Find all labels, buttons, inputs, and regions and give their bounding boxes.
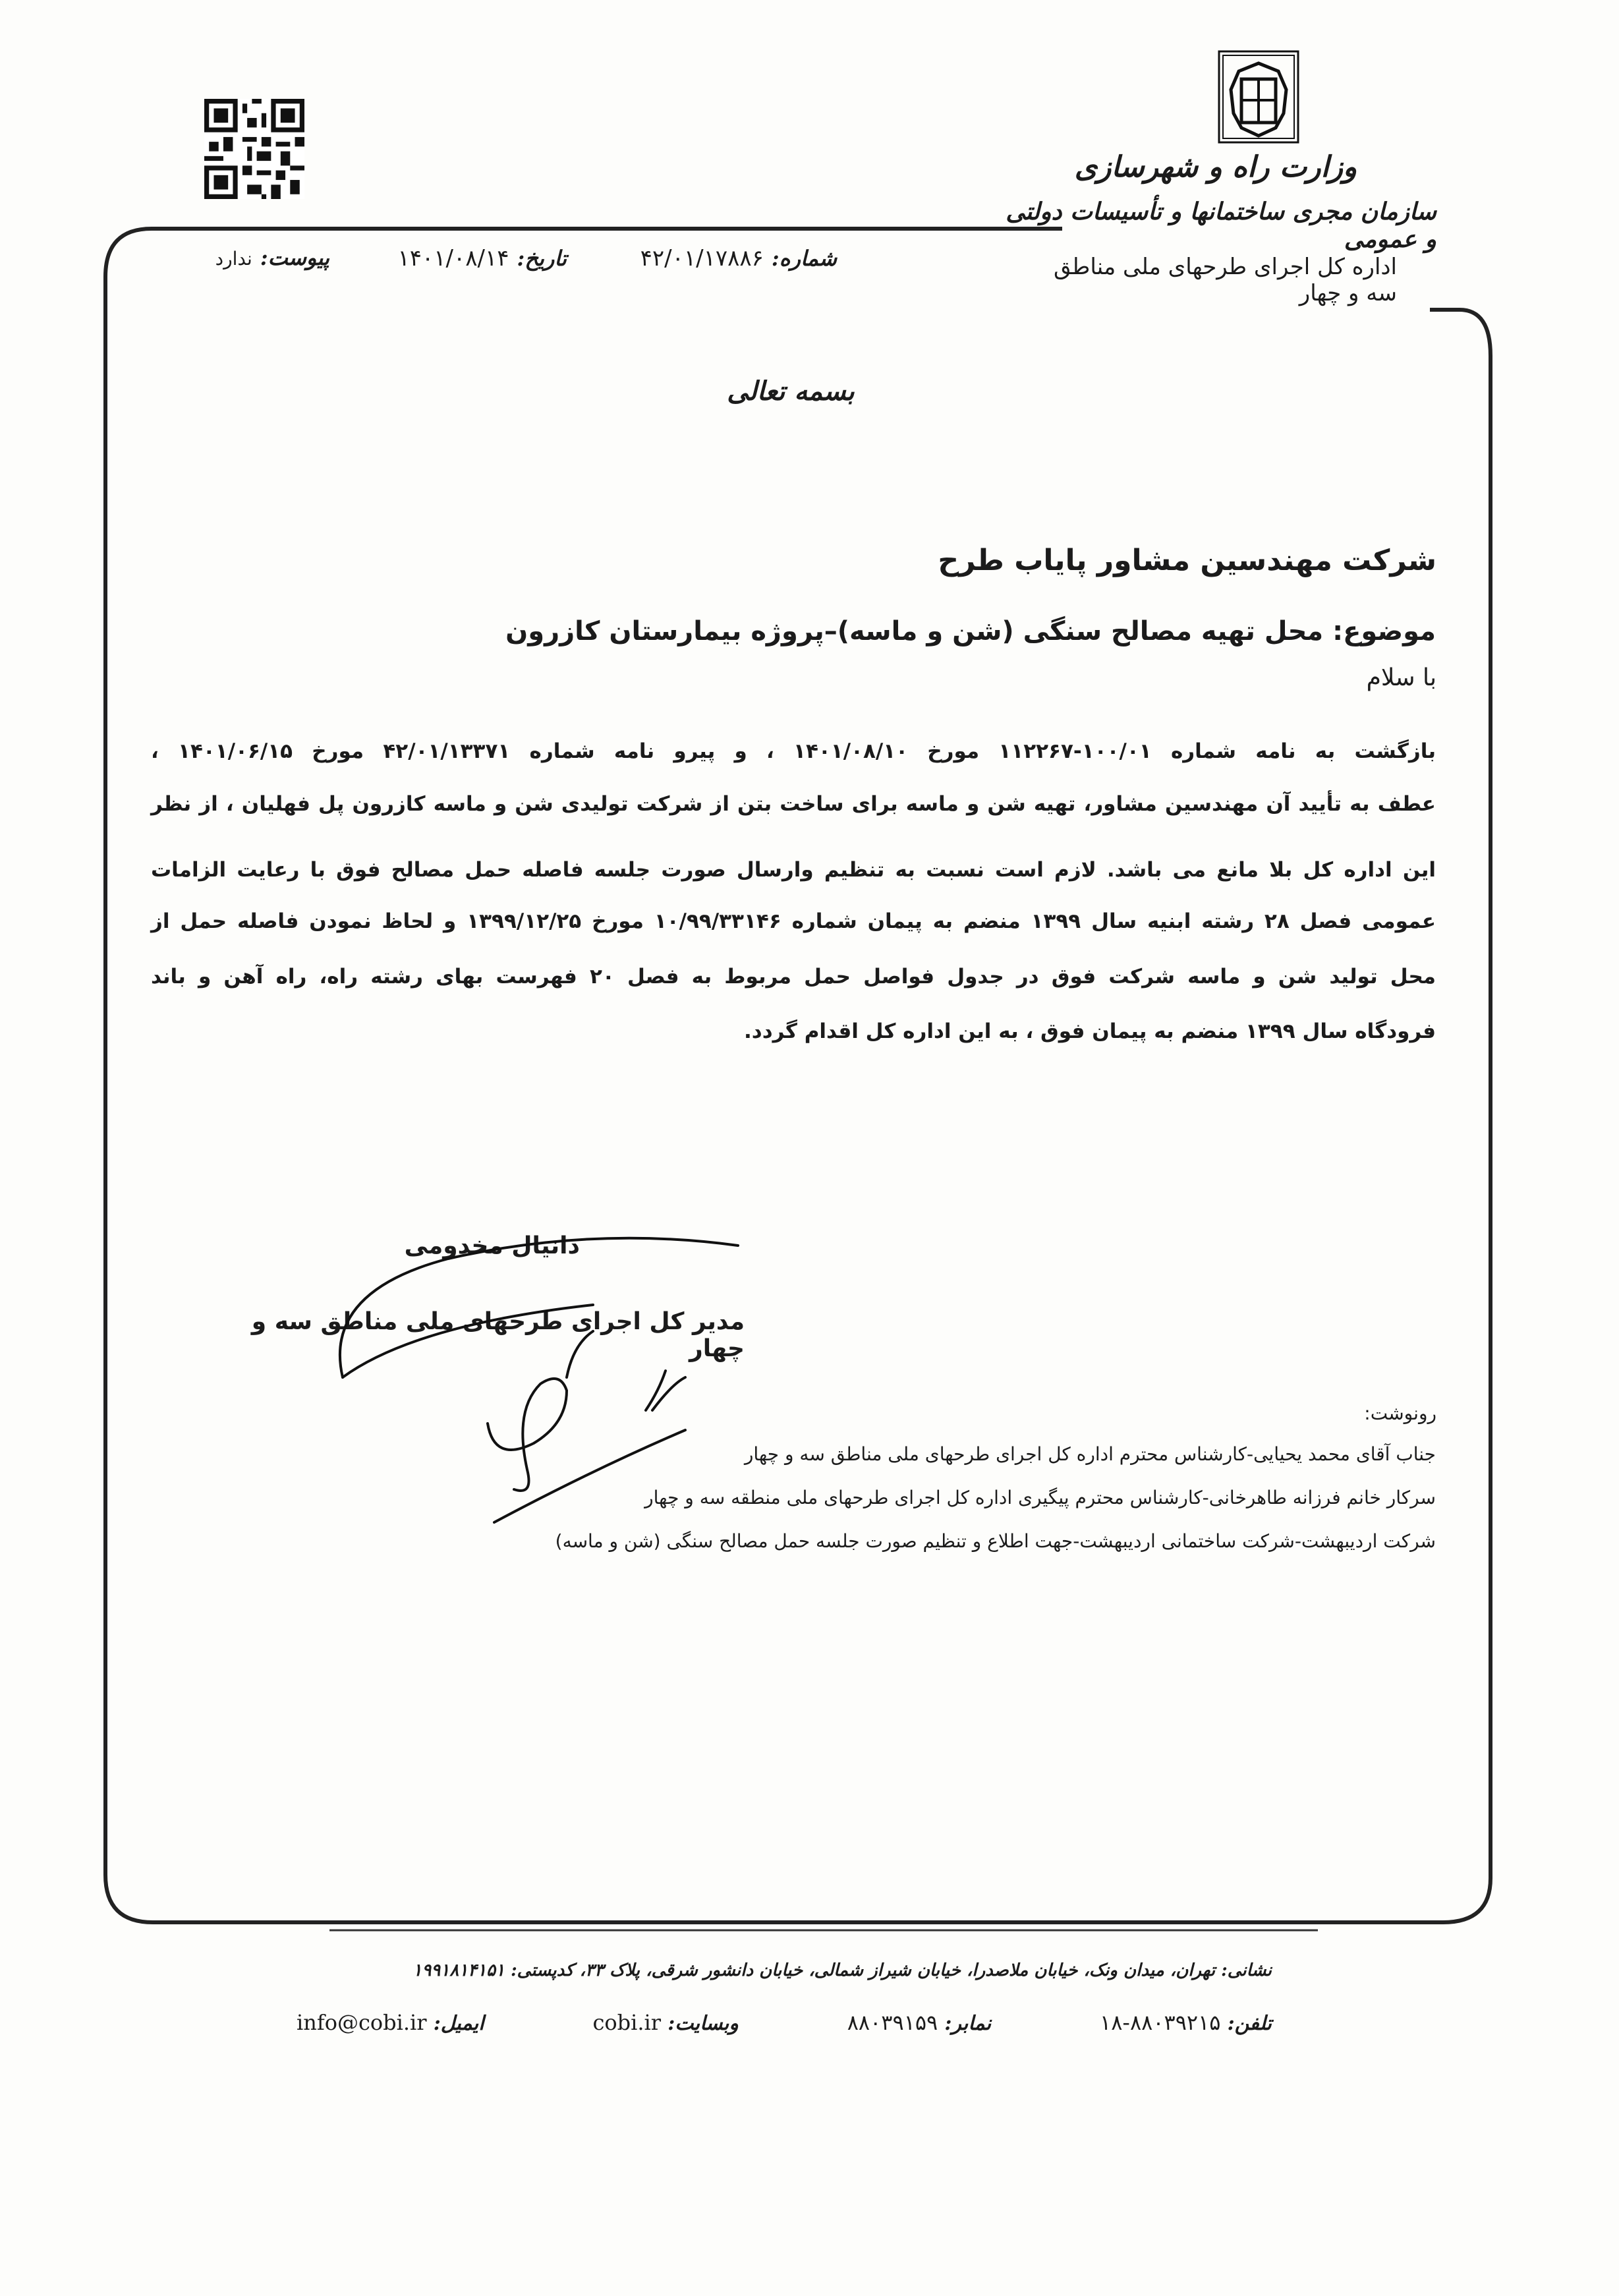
- letter-date-label: تاریخ:: [517, 246, 567, 271]
- letter-number: [619, 245, 837, 272]
- ministry-name: وزارت راه و شهرسازی: [1074, 150, 1357, 184]
- attachment-value: ندارد: [215, 248, 252, 270]
- phone: [1100, 2010, 1272, 2035]
- body-line: محل تولید شن و ماسه شرکت فوق در جدول فواصل حمل مربوط به فصل ۲۰ فهرست بهای رشته راه، راه آهن و باند: [151, 965, 1436, 989]
- organization-name: سازمان مجری ساختمانها و تأسیسات دولتی و عمومی: [1006, 198, 1436, 253]
- signer-title: مدیر کل اجرای طرحهای ملی مناطق سه و چهار: [251, 1308, 745, 1362]
- website: [592, 2010, 738, 2035]
- fax-value: ۸۸۰۳۹۱۵۹: [847, 2010, 938, 2035]
- cc-line: جناب آقای محمد یحیایی-کارشناس محترم اداره کل اجرای طرحهای ملی مناطق سه و چهار: [744, 1443, 1436, 1465]
- letter-date: [343, 245, 567, 272]
- body-line: عمومی فصل ۲۸ رشته ابنیه سال ۱۳۹۹ منضم به پیمان شماره ۱۰/۹۹/۳۳۱۴۶ مورخ ۱۳۹۹/۱۲/۲۵ و لحاظ نمودن فاصله حمل از: [151, 909, 1436, 933]
- footer-contact: [297, 2010, 1272, 2035]
- phone-label: تلفن:: [1227, 2012, 1272, 2035]
- body-line: فرودگاه سال ۱۳۹۹ منضم به پیمان فوق ، به این اداره کل اقدام گردد.: [744, 1019, 1436, 1043]
- qr-code: [204, 99, 304, 199]
- fax-label: نمابر:: [944, 2012, 992, 2035]
- website-link[interactable]: cobi.ir: [592, 2010, 662, 2035]
- attachment-label: پیوست:: [260, 245, 329, 270]
- letter-number-label: شماره:: [771, 246, 837, 271]
- invocation: بسمه تعالی: [727, 376, 855, 407]
- phone-value: ۸۸۰۳۹۲۱۵-۱۸: [1100, 2010, 1221, 2035]
- body-line: این اداره کل بلا مانع می باشد. لازم است نسبت به تنظیم وارسال صورت جلسه فاصله حمل مصالح فوق با رعایت الزامات: [151, 858, 1436, 882]
- footer-address: نشانی: تهران، میدان ونک، خیابان ملاصدرا، خیابان شیراز شمالی، خیابان دانشور شرقی، پلاک ۳۳، کدپستی: ۱۹۹۱۸۱۴۱۵۱: [412, 1961, 1272, 1980]
- body-line: بازگشت به نامه شماره ۱۰۰/۰۱-۱۱۲۲۶۷ مورخ ۱۴۰۱/۰۸/۱۰ ، و پیرو نامه شماره ۴۲/۰۱/۱۳۳۷۱ مورخ ۱۴۰۱/۰۶/۱۵ ،: [151, 739, 1436, 763]
- fax: [847, 2010, 991, 2035]
- email-link[interactable]: info@cobi.ir: [297, 2010, 427, 2035]
- letter-date-value: ۱۴۰۱/۰۸/۱۴: [397, 245, 509, 272]
- cc-line: شرکت اردیبهشت-شرکت ساختمانی اردیبهشت-جهت اطلاع و تنظیم صورت جلسه حمل مصالح سنگی (شن و ماسه): [555, 1530, 1436, 1552]
- department-name: اداره کل اجرای طرحهای ملی مناطق سه و چهار: [1053, 254, 1397, 306]
- email: [297, 2010, 484, 2035]
- cc-label: رونوشت:: [1364, 1402, 1436, 1424]
- greeting: با سلام: [1366, 664, 1436, 691]
- email-label: ایمیل:: [433, 2012, 484, 2035]
- ministry-logo: [1218, 50, 1299, 144]
- recipient: شرکت مهندسین مشاور پایاب طرح: [938, 544, 1436, 577]
- website-label: وبسایت:: [667, 2012, 739, 2035]
- signer-name: دانیال مخدومی: [404, 1232, 580, 1259]
- cc-line: سرکار خانم فرزانه طاهرخانی-کارشناس محترم پیگیری اداره کل اجرای طرحهای ملی منطقه سه و چهار: [644, 1487, 1436, 1508]
- body-line: عطف به تأیید آن مهندسین مشاور، تهیه شن و ماسه برای ساخت بتن از شرکت تولیدی شن و ماسه کازرون پل فهلیان ، از نظر: [151, 792, 1436, 816]
- letter-attachment: [178, 245, 329, 270]
- subject: موضوع: محل تهیه مصالح سنگی (شن و ماسه)–پروژه بیمارستان کازرون: [505, 616, 1436, 646]
- letter-number-value: ۴۲/۰۱/۱۷۸۸۶: [640, 245, 764, 272]
